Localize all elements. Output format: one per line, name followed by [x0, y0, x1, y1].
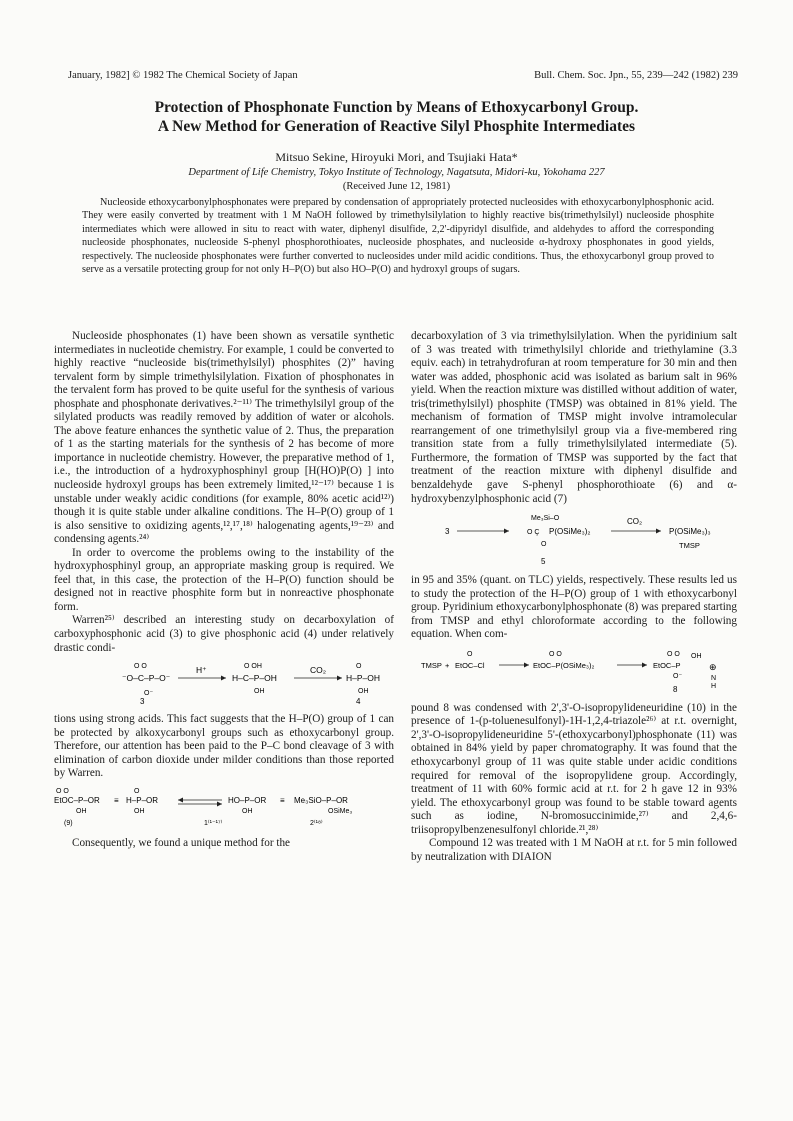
svg-text:OH: OH: [76, 807, 87, 815]
scheme-intermediate: H–C–P–OH: [232, 673, 277, 684]
scheme-4-label: 4: [356, 697, 361, 707]
eq-species-9: EtOC–P–OR: [54, 795, 100, 805]
authors: Mitsuo Sekine, Hiroyuki Mori, and Tsujiaki Hata*: [275, 150, 518, 164]
svg-text:O OH: O OH: [244, 663, 262, 671]
prep-intermediate: EtOC–P(OSiMe₃)₂: [533, 660, 595, 670]
arrow-1-reagent: H⁺: [196, 665, 207, 676]
scheme-4-product: H–P–OH: [346, 673, 381, 684]
article-title: [0, 98, 793, 136]
left-paragraph-5: Consequently, we found a unique method for the: [72, 836, 291, 849]
received-date: (Received June 12, 1981): [342, 181, 451, 192]
eq-label-2: 2⁽¹⁸⁾: [310, 819, 323, 827]
scheme-3-label: 3: [140, 697, 145, 707]
tmsp-intermediate-top: Me₃Si–O: [531, 515, 560, 523]
abstract: Nucleoside ethoxycarbonylphosphonates were prepared by condensation of appropriately protected nucleosides with ethoxycarbonylphosphonic acid. They were easily converted by treatment with 1 M NaOH followed by trimethylsilylation to highly reactive bis(trimethylsilyl) nucleoside phosphite intermediates which were allowed in situ to react with water, diphenyl disulfide, 2,2'-dipyridyl disulfide, and aldehydes to afford the corresponding nucleoside phosphonates, nucleoside S-phenyl phosphorothioates, nucleoside phosphates, and nucleoside α-hydroxy phosphonates in good yields, respectively. The nucleoside phosphonates were further converted to nucleosides under mild acidic conditions. Thus, the ethoxycarbonyl group proved to serve as a versatile protecting group for not only H–P(O) but also HO–P(O) and hydroxyl groups of sugars.: [82, 197, 714, 276]
right-paragraph-3: pound 8 was condensed with 2',3'-O-isopropylideneuridine (10) in the presence of 1-(p-toluenesulfonyl)-1H-1,2,4-triazole²⁶⁾ at r.t. overnight, 2',3'-O-isopropylideneuridine 5'-(ethoxycarbonyl)phosphonate (11) was obtained in 84% yield by paper chromatography. It was found that the ethoxycarbonyl group of 11 was quite stable under acidic conditions required for removal of the isopropylidene group. Accordingly, treatment of 11 with 60% formic acid at r.t. for 2 h gave 12 in 93% yield. The ethoxycarbonyl group was found to be stable toward agents such as iodine, N-bromosuccinimide,²⁷⁾ and 2,4,6-triisopropylbenzenesulfonyl chloride.²¹,²⁸⁾: [411, 701, 737, 836]
scheme-warren-decarboxylation: [54, 659, 394, 707]
left-paragraph-1: Nucleoside phosphonates (1) have been shown as versatile synthetic intermediates in nucleotide chemistry. For example, 1 could be converted to highly reactive “nucleoside bis(trimethylsilyl) phosphites (2)” having tervalent form by simple trimethylsilylation. Fixation of phosphonates in the tervalent form has proved to be quite useful for the synthesis of various phosphate and phosphonate derivatives.²⁻¹¹⁾ The trimethylsilyl group of the silylated products was readily removed by addition of water or alcohols. The above feature enhances the synthetic value of 2. Thus, the preparation of 1 as the starting materials for the synthesis of 2 has become of more importance in nucleotide chemistry. However, the preparative method of 1, i.e., the introduction of a hydroxyphosphinyl group [H(HO)P(O) ] into nucleoside hydroxyl groups has been extremely limited,¹²⁻¹⁷⁾ because 1 is unstable under weakly acidic conditions (for example, 80% acetic acid¹²⁾) though it is quite stable under alkaline conditions. The H–P(O) group of 1 is also sensitive to oxidizing agents,¹²,¹⁷,¹⁸⁾ halogenating agents,¹⁹⁻²³⁾ and condensing agents.²⁴⁾: [54, 330, 394, 546]
scheme-ethoxycarbonylphosphonate-prep: [411, 646, 737, 696]
eq-species-1: H–P–OR: [126, 795, 159, 805]
tmsp-product: P(OSiMe₃)₃: [669, 527, 711, 537]
svg-text:≡: ≡: [280, 795, 285, 805]
eq-label-1: 1⁽¹⁻¹⁷⁾: [204, 819, 223, 827]
tmsp-scheme-reactant-3: 3: [445, 527, 450, 537]
right-paragraph-2: in 95 and 35% (quant. on TLC) yields, respectively. These results led us to study the protection of the H–P(O) group of 1 with ethoxycarbonyl group. Pyridinium ethoxycarbonylphosphonate (8) was prepared starting from TMSP and ethyl chloroformate according to the following equation. When com-: [411, 574, 737, 641]
prep-reactant-chloroformate: EtOC–Cl: [455, 660, 485, 670]
svg-text:+: +: [445, 660, 450, 670]
left-paragraph-4: tions using strong acids. This fact suggests that the H–P(O) group of 1 can be protected by alkoxycarbonyl groups such as ethoxycarbonyl group. Therefore, our attention has been paid to the P–C bond cleavage of 3 with elimination of carbon dioxide under milder conditions than those reported by Warren.: [54, 713, 394, 780]
prep-reactant-tmsp: TMSP: [421, 660, 442, 670]
svg-text:O O: O O: [56, 787, 69, 795]
arrow-2-reagent: CO₂: [310, 665, 327, 676]
svg-text:O O: O O: [667, 650, 680, 658]
header-left: January, 1982] © 1982 The Chemical Society of Japan: [68, 70, 298, 81]
svg-text:H: H: [711, 682, 717, 690]
svg-text:OH: OH: [242, 807, 253, 815]
scheme-3-reactant: ⁻O–C–P–O⁻: [122, 673, 171, 684]
eq-species-2: Me₃SiO–P–OR: [294, 795, 348, 805]
affiliation: Department of Life Chemistry, Tokyo Institute of Technology, Nagatsuta, Midori-ku, Yokohama 227: [188, 167, 605, 178]
right-paragraph-1: decarboxylation of 3 via trimethylsilylation. When the pyridinium salt of 3 was treated with trimethylsilyl chloride and triethylamine (3.3 equiv. each) in tetrahydrofuran at room temperature for 30 min and then water was added, phosphonic acid was isolated as barium salt in 96% yield. When the reaction mixture was distilled without addition of water, tris(trimethylsilyl) phosphite (TMSP) was obtained in 81% yield. The mechanism of formation of TMSP might involve intramolecular rearrangement of one trimethylsilyl group via a five-membered ring transition state from a fully trimethylsilylated intermediate (5). Furthermore, the formation of TMSP was supported by the fact that treatment of the reaction mixture with diphenyl disulfide and benzaldehyde gave S-phenyl phosphorothioate (6) and α-hydroxybenzylphosphonic acid (7): [411, 330, 737, 505]
svg-text:⊕: ⊕: [709, 661, 717, 672]
tmsp-product-label: TMSP: [679, 541, 700, 551]
running-header: [68, 70, 738, 84]
svg-text:OH: OH: [134, 807, 145, 815]
tmsp-intermediate-mid: P(OSiMe₃)₂: [549, 527, 591, 537]
svg-text:OH: OH: [254, 688, 265, 696]
svg-text:OH: OH: [691, 652, 702, 660]
svg-text:N: N: [711, 674, 717, 682]
svg-text:O Ç: O Ç: [527, 529, 540, 537]
title-line-1: Protection of Phosphonate Function by Means of Ethoxycarbonyl Group.: [154, 99, 639, 116]
svg-text:O: O: [134, 787, 140, 795]
title-line-2: A New Method for Generation of Reactive Silyl Phosphite Intermediates: [157, 118, 636, 135]
scheme-tmsp-formation: [411, 510, 737, 568]
left-paragraph-2: In order to overcome the problems owing to the instability of the hydroxyphosphinyl group, an appropriate masking group is required. We feel that, in this case, the protection of the H–P(O) function should be designed not in reactive phosphite form but in nonreactive phosphonate form.: [54, 546, 394, 613]
header-right: Bull. Chem. Soc. Jpn., 55, 239—242 (1982) 239: [534, 70, 738, 81]
svg-text:O⁻: O⁻: [144, 690, 154, 698]
svg-text:O: O: [467, 650, 473, 658]
svg-text:O O: O O: [549, 650, 562, 658]
svg-text:OH: OH: [358, 688, 369, 696]
svg-text:≡: ≡: [114, 795, 119, 805]
svg-text:O O: O O: [134, 663, 147, 671]
eq-species-phosphite: HO–P–OR: [228, 795, 267, 805]
svg-text:OSiMe₃: OSiMe₃: [328, 807, 353, 815]
left-paragraph-3: Warren²⁵⁾ described an interesting study on decarboxylation of carboxyphosphonic acid (3) to give phosphonic acid (4) under relatively drastic condi-: [54, 614, 394, 654]
scheme-equilibrium: [54, 785, 394, 831]
tmsp-co2: CO₂: [627, 517, 643, 527]
left-column: [54, 330, 394, 850]
svg-text:O: O: [541, 541, 547, 549]
prep-product-label: 8: [673, 684, 678, 694]
eq-label-9: (9): [64, 819, 73, 827]
svg-text:O: O: [356, 663, 362, 671]
tmsp-intermediate-label: 5: [541, 557, 546, 567]
right-column: [411, 330, 737, 864]
svg-text:O⁻: O⁻: [673, 672, 683, 680]
right-paragraph-4: Compound 12 was treated with 1 M NaOH at r.t. for 5 min followed by neutralization with DIAION: [411, 837, 737, 863]
prep-product: EtOC–P: [653, 660, 681, 670]
